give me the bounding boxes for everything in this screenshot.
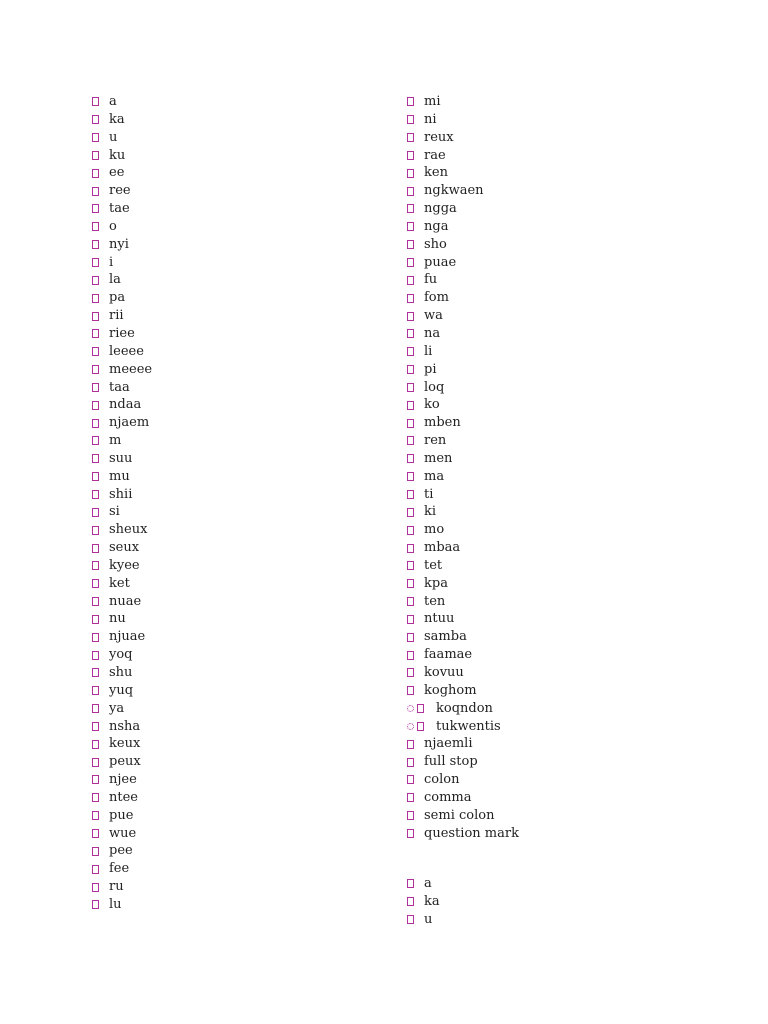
syllable-label: riee xyxy=(109,325,135,341)
syllable-label: pi xyxy=(424,361,437,377)
list-item xyxy=(92,842,352,860)
list-item xyxy=(92,218,352,236)
list-item xyxy=(407,396,707,414)
missing-glyph-icon xyxy=(92,793,99,802)
missing-glyph-icon xyxy=(92,490,99,499)
list-item xyxy=(92,646,352,664)
list-item xyxy=(92,610,352,628)
missing-glyph-icon xyxy=(407,329,414,338)
missing-glyph-icon xyxy=(92,169,99,178)
syllable-label: loq xyxy=(424,379,445,395)
syllable-label: kyee xyxy=(109,557,140,573)
list-item xyxy=(92,789,352,807)
syllable-label: mbaa xyxy=(424,540,461,556)
syllable-label: ru xyxy=(109,879,124,895)
list-item xyxy=(407,164,707,182)
list-item xyxy=(407,557,707,575)
list-item xyxy=(92,379,352,397)
syllable-label: sheux xyxy=(109,522,148,538)
missing-glyph-icon xyxy=(407,775,414,784)
missing-glyph-icon xyxy=(92,508,99,517)
syllable-label: fom xyxy=(424,290,449,306)
syllable-label: taa xyxy=(109,379,130,395)
list-item xyxy=(92,396,352,414)
syllable-label: semi colon xyxy=(424,807,495,823)
missing-glyph-icon xyxy=(407,347,414,356)
syllable-label: ket xyxy=(109,575,130,591)
missing-glyph-icon xyxy=(92,633,99,642)
list-item xyxy=(92,200,352,218)
missing-glyph-icon xyxy=(92,222,99,231)
missing-glyph-icon xyxy=(92,401,99,410)
syllable-label: shu xyxy=(109,665,133,680)
syllable-label: question mark xyxy=(424,825,519,841)
list-item xyxy=(407,700,707,718)
list-item xyxy=(92,111,352,129)
syllable-label: reux xyxy=(424,129,454,145)
syllable-label: ko xyxy=(424,397,440,413)
missing-glyph-icon xyxy=(92,204,99,213)
list-item xyxy=(407,807,707,825)
syllable-label: tukwentis xyxy=(436,718,501,734)
syllable-label: njaemli xyxy=(424,736,473,752)
list-item xyxy=(407,414,707,432)
syllable-label: mben xyxy=(424,415,461,431)
list-item xyxy=(92,896,352,914)
missing-glyph-icon xyxy=(92,97,99,106)
missing-glyph-icon xyxy=(407,294,414,303)
missing-glyph-icon xyxy=(92,883,99,892)
syllable-label: samba xyxy=(424,629,467,645)
list-item xyxy=(407,664,707,682)
list-item xyxy=(92,539,352,557)
syllable-label: mu xyxy=(109,468,130,484)
syllable-label: ya xyxy=(109,700,125,716)
syllable-label: wue xyxy=(109,825,137,841)
missing-glyph-icon xyxy=(92,668,99,677)
syllable-label: pue xyxy=(109,807,134,823)
list-item xyxy=(407,503,707,521)
missing-glyph-icon xyxy=(407,240,414,249)
syllable-label: yuq xyxy=(109,682,134,698)
missing-glyph-icon xyxy=(407,169,414,178)
syllable-label: ni xyxy=(424,111,437,127)
missing-glyph-icon xyxy=(407,222,414,231)
list-item xyxy=(92,414,352,432)
list-item xyxy=(407,718,707,736)
missing-glyph-icon xyxy=(92,847,99,856)
missing-glyph-icon xyxy=(407,133,414,142)
syllable-label: njee xyxy=(109,772,137,788)
list-item xyxy=(407,450,707,468)
syllable-label: sho xyxy=(424,236,447,252)
missing-glyph-icon xyxy=(92,829,99,838)
missing-glyph-icon xyxy=(407,740,414,749)
missing-glyph-icon xyxy=(92,597,99,606)
syllable-label: fee xyxy=(109,861,130,877)
missing-glyph-icon xyxy=(407,897,414,906)
left-column-list xyxy=(92,93,352,914)
missing-glyph-icon xyxy=(92,526,99,535)
dotted-circle-icon xyxy=(407,705,414,712)
missing-glyph-icon xyxy=(407,829,414,838)
syllable-label: ma xyxy=(424,468,445,484)
syllable-label: comma xyxy=(424,789,472,805)
list-item xyxy=(92,486,352,504)
missing-glyph-icon xyxy=(407,436,414,445)
list-item xyxy=(92,593,352,611)
syllable-label: njuae xyxy=(109,629,146,645)
missing-glyph-icon xyxy=(92,775,99,784)
list-item xyxy=(92,735,352,753)
missing-glyph-icon xyxy=(407,633,414,642)
list-item xyxy=(407,575,707,593)
list-item xyxy=(407,343,707,361)
missing-glyph-icon xyxy=(407,365,414,374)
syllable-label: kovuu xyxy=(424,665,464,680)
syllable-label: i xyxy=(109,254,114,270)
missing-glyph-icon xyxy=(407,383,414,392)
syllable-label: leeee xyxy=(109,343,144,359)
list-item xyxy=(92,361,352,379)
list-item xyxy=(92,825,352,843)
missing-glyph-icon xyxy=(92,365,99,374)
missing-glyph-icon xyxy=(407,793,414,802)
missing-glyph-icon xyxy=(407,579,414,588)
syllable-label: peux xyxy=(109,754,141,770)
missing-glyph-icon xyxy=(92,544,99,553)
missing-glyph-icon xyxy=(407,811,414,820)
syllable-label: o xyxy=(109,218,117,234)
list-item xyxy=(92,807,352,825)
syllable-label: suu xyxy=(109,450,133,466)
missing-glyph-icon xyxy=(92,740,99,749)
syllable-label: ki xyxy=(424,504,437,520)
missing-glyph-icon xyxy=(92,900,99,909)
list-item xyxy=(92,450,352,468)
missing-glyph-icon xyxy=(407,151,414,160)
list-item xyxy=(407,610,707,628)
missing-glyph-icon xyxy=(92,133,99,142)
list-item xyxy=(407,735,707,753)
syllable-label: u xyxy=(109,129,118,145)
syllable-label: koqndon xyxy=(436,700,493,716)
syllable-label: li xyxy=(424,343,433,359)
syllable-label: ren xyxy=(424,433,447,449)
list-item xyxy=(407,789,707,807)
missing-glyph-icon xyxy=(407,401,414,410)
syllable-label: ken xyxy=(424,165,448,181)
syllable-label: si xyxy=(109,504,120,520)
syllable-label: njaem xyxy=(109,415,150,431)
syllable-label: m xyxy=(109,433,122,449)
list-item xyxy=(92,289,352,307)
list-item xyxy=(407,254,707,272)
list-item xyxy=(92,878,352,896)
syllable-label: tet xyxy=(424,557,443,573)
syllable-label: mi xyxy=(424,94,441,109)
missing-glyph-icon xyxy=(417,722,424,731)
syllable-label: la xyxy=(109,272,121,288)
missing-glyph-icon xyxy=(407,615,414,624)
syllable-label: tae xyxy=(109,201,130,217)
list-item xyxy=(407,307,707,325)
list-item xyxy=(407,432,707,450)
list-item xyxy=(92,254,352,272)
list-item xyxy=(92,271,352,289)
list-item xyxy=(407,825,707,843)
list-item xyxy=(92,575,352,593)
syllable-label: shii xyxy=(109,486,133,502)
list-item xyxy=(407,893,707,911)
missing-glyph-icon xyxy=(407,758,414,767)
missing-glyph-icon xyxy=(92,615,99,624)
missing-glyph-icon xyxy=(92,312,99,321)
missing-glyph-icon xyxy=(92,758,99,767)
syllable-label: rae xyxy=(424,147,446,163)
missing-glyph-icon xyxy=(407,526,414,535)
missing-glyph-icon xyxy=(407,508,414,517)
missing-glyph-icon xyxy=(407,258,414,267)
syllable-label: pee xyxy=(109,843,133,859)
syllable-label: men xyxy=(424,450,453,466)
missing-glyph-icon xyxy=(92,561,99,570)
missing-glyph-icon xyxy=(407,454,414,463)
missing-glyph-icon xyxy=(407,97,414,106)
syllable-label: fu xyxy=(424,272,438,288)
syllable-label: koghom xyxy=(424,682,477,698)
missing-glyph-icon xyxy=(92,258,99,267)
list-item xyxy=(407,646,707,664)
missing-glyph-icon xyxy=(407,312,414,321)
missing-glyph-icon xyxy=(407,472,414,481)
missing-glyph-icon xyxy=(92,383,99,392)
missing-glyph-icon xyxy=(407,544,414,553)
syllable-label: ntuu xyxy=(424,611,455,627)
list-item xyxy=(92,521,352,539)
right-column-bottom-list xyxy=(407,875,707,929)
list-item xyxy=(92,432,352,450)
list-item xyxy=(92,129,352,147)
syllable-label: lu xyxy=(109,896,122,912)
syllable-label: rii xyxy=(109,308,124,324)
list-item xyxy=(407,593,707,611)
missing-glyph-icon xyxy=(92,151,99,160)
missing-glyph-icon xyxy=(407,879,414,888)
list-item xyxy=(92,628,352,646)
missing-glyph-icon xyxy=(407,561,414,570)
missing-glyph-icon xyxy=(92,347,99,356)
syllable-label: ndaa xyxy=(109,397,142,413)
list-item xyxy=(407,111,707,129)
syllable-label: keux xyxy=(109,736,141,752)
missing-glyph-icon xyxy=(92,294,99,303)
missing-glyph-icon xyxy=(407,204,414,213)
list-item xyxy=(92,147,352,165)
list-item xyxy=(92,682,352,700)
list-item xyxy=(407,271,707,289)
missing-glyph-icon xyxy=(92,436,99,445)
missing-glyph-icon xyxy=(407,115,414,124)
missing-glyph-icon xyxy=(92,329,99,338)
syllable-label: ngkwaen xyxy=(424,183,484,199)
syllable-label: ntee xyxy=(109,789,138,805)
syllable-label: ee xyxy=(109,165,125,181)
list-item xyxy=(407,218,707,236)
syllable-label: mo xyxy=(424,522,445,538)
list-item xyxy=(407,147,707,165)
list-item xyxy=(92,307,352,325)
syllable-label: a xyxy=(109,94,117,109)
syllable-label: ree xyxy=(109,183,131,199)
missing-glyph-icon xyxy=(407,686,414,695)
syllable-label: a xyxy=(424,876,432,891)
missing-glyph-icon xyxy=(92,811,99,820)
missing-glyph-icon xyxy=(92,240,99,249)
list-item xyxy=(407,486,707,504)
syllable-label: yoq xyxy=(109,647,133,663)
missing-glyph-icon xyxy=(92,276,99,285)
list-item xyxy=(407,236,707,254)
missing-glyph-icon xyxy=(92,579,99,588)
syllable-label: ka xyxy=(424,893,440,909)
syllable-label: nsha xyxy=(109,718,141,734)
list-item xyxy=(92,236,352,254)
missing-glyph-icon xyxy=(407,419,414,428)
syllable-label: colon xyxy=(424,772,460,788)
list-item xyxy=(407,361,707,379)
syllable-label: nga xyxy=(424,218,449,234)
list-item xyxy=(407,539,707,557)
missing-glyph-icon xyxy=(92,187,99,196)
missing-glyph-icon xyxy=(407,187,414,196)
list-item xyxy=(92,468,352,486)
list-item xyxy=(407,521,707,539)
missing-glyph-icon xyxy=(92,115,99,124)
list-item xyxy=(92,664,352,682)
syllable-label: ku xyxy=(109,147,126,163)
missing-glyph-icon xyxy=(407,597,414,606)
syllable-label: nyi xyxy=(109,236,129,252)
missing-glyph-icon xyxy=(417,704,424,713)
list-item xyxy=(407,129,707,147)
list-item xyxy=(92,718,352,736)
syllable-label: wa xyxy=(424,308,443,324)
list-item xyxy=(407,875,707,893)
list-item xyxy=(92,325,352,343)
syllable-label: u xyxy=(424,911,433,927)
syllable-label: nu xyxy=(109,611,126,627)
syllable-label: ngga xyxy=(424,201,457,217)
list-item xyxy=(407,753,707,771)
syllable-label: kpa xyxy=(424,575,448,591)
missing-glyph-icon xyxy=(92,704,99,713)
list-item xyxy=(407,200,707,218)
missing-glyph-icon xyxy=(92,865,99,874)
syllable-label: full stop xyxy=(424,754,478,770)
list-item xyxy=(407,289,707,307)
list-item xyxy=(407,628,707,646)
list-item xyxy=(92,343,352,361)
list-item xyxy=(407,682,707,700)
list-item xyxy=(407,771,707,789)
list-item xyxy=(407,468,707,486)
missing-glyph-icon xyxy=(92,651,99,660)
syllable-label: pa xyxy=(109,290,126,306)
syllable-label: ti xyxy=(424,486,434,502)
list-item xyxy=(407,911,707,929)
missing-glyph-icon xyxy=(407,668,414,677)
list-item xyxy=(92,771,352,789)
right-column-list xyxy=(407,93,707,842)
syllable-label: na xyxy=(424,325,441,341)
list-item xyxy=(407,325,707,343)
syllable-label: seux xyxy=(109,540,140,556)
syllable-label: ka xyxy=(109,111,125,127)
list-item xyxy=(92,860,352,878)
syllable-label: puae xyxy=(424,254,457,270)
list-item xyxy=(92,700,352,718)
list-item xyxy=(92,164,352,182)
list-item xyxy=(407,182,707,200)
syllable-label: faamae xyxy=(424,647,473,663)
list-item xyxy=(407,379,707,397)
missing-glyph-icon xyxy=(407,276,414,285)
syllable-label: nuae xyxy=(109,593,142,609)
missing-glyph-icon xyxy=(407,651,414,660)
list-item xyxy=(92,182,352,200)
missing-glyph-icon xyxy=(92,722,99,731)
missing-glyph-icon xyxy=(92,419,99,428)
list-item xyxy=(407,93,707,111)
missing-glyph-icon xyxy=(407,915,414,924)
dotted-circle-icon xyxy=(407,723,414,730)
missing-glyph-icon xyxy=(92,472,99,481)
missing-glyph-icon xyxy=(92,686,99,695)
list-item xyxy=(92,93,352,111)
list-item xyxy=(92,753,352,771)
list-item xyxy=(92,557,352,575)
list-item xyxy=(92,503,352,521)
syllable-label: meeee xyxy=(109,361,153,377)
syllable-label: ten xyxy=(424,593,446,609)
missing-glyph-icon xyxy=(92,454,99,463)
missing-glyph-icon xyxy=(407,490,414,499)
